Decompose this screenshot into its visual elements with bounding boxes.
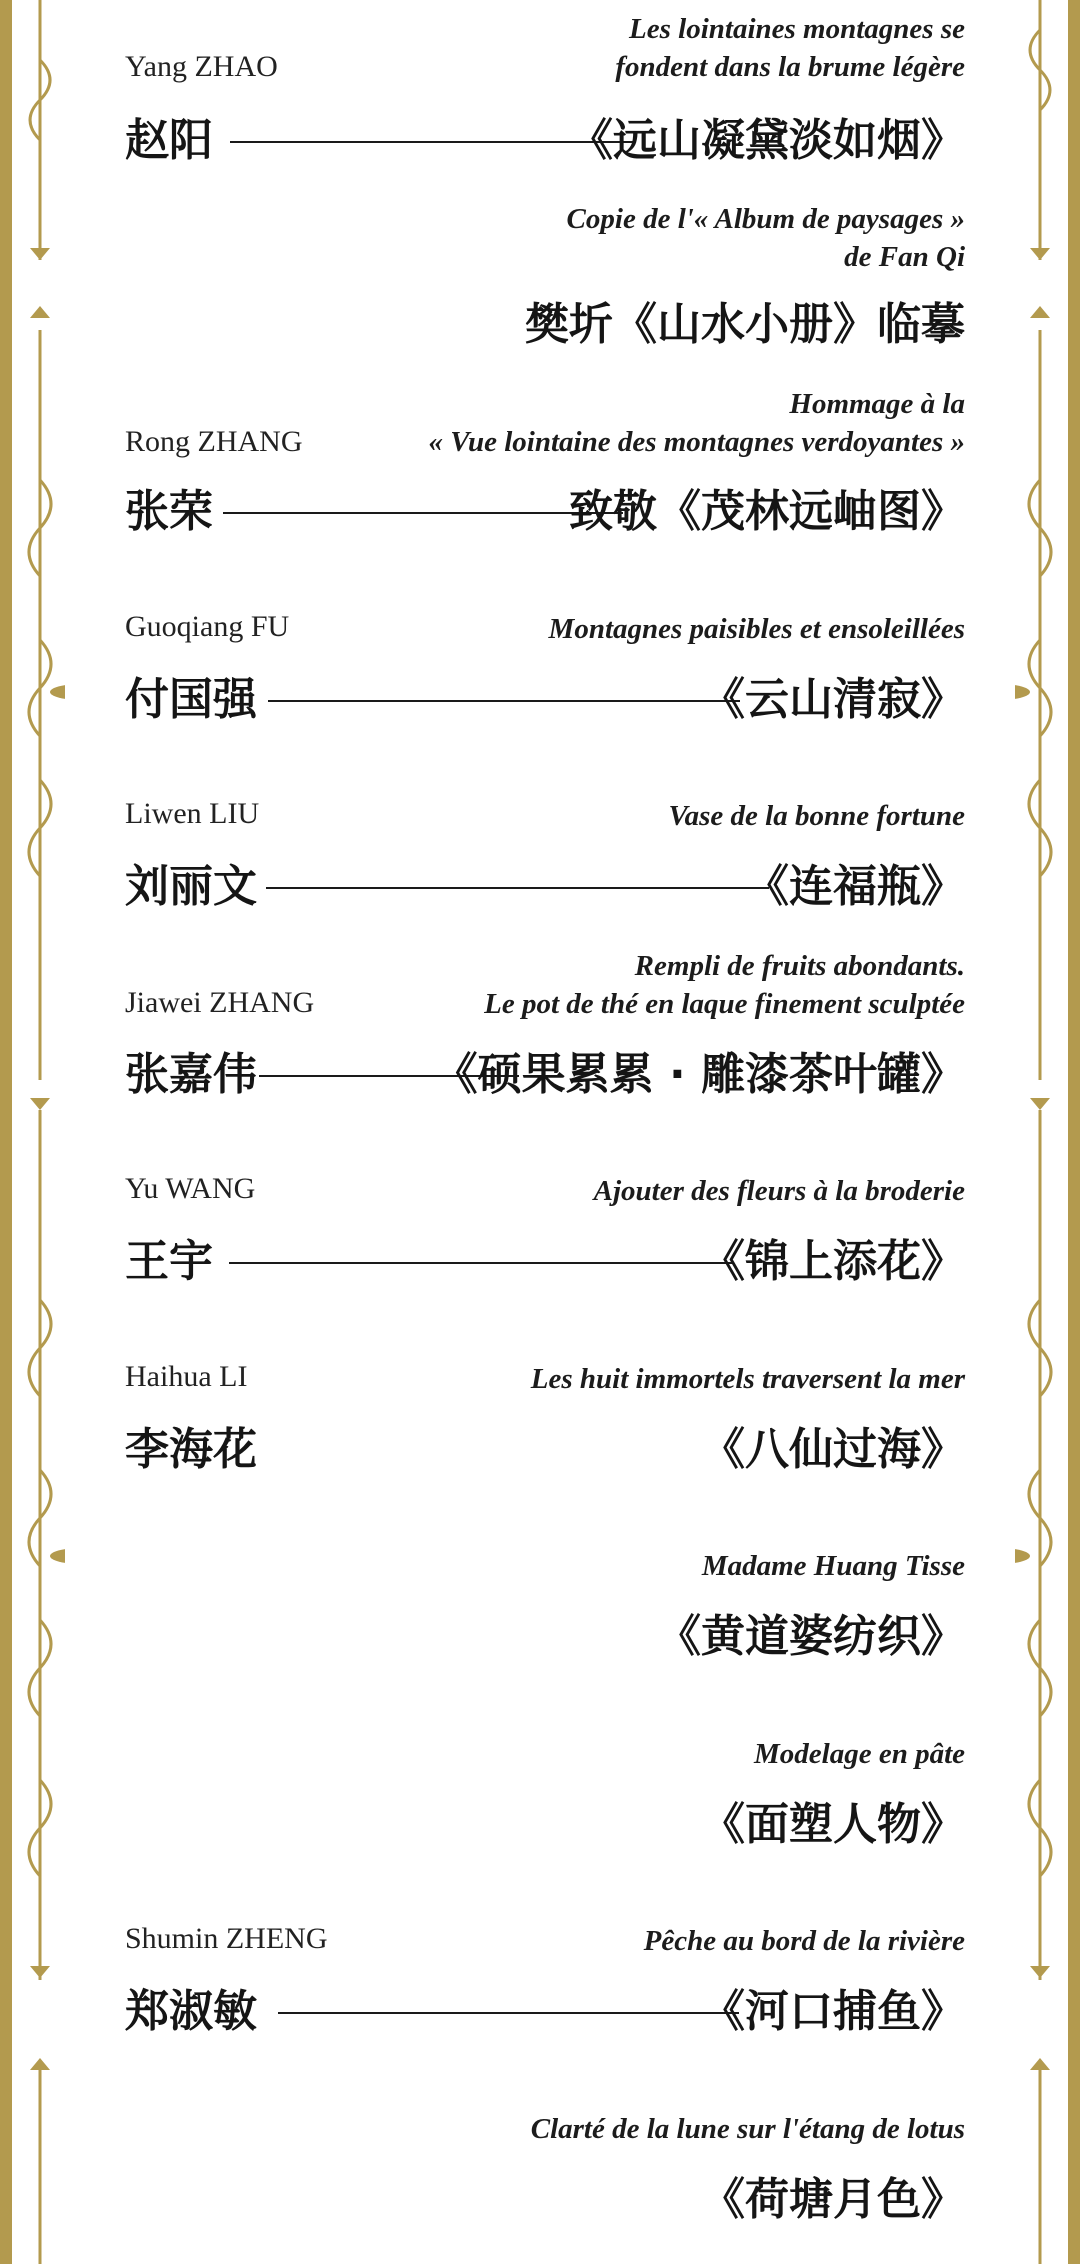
leader-line xyxy=(266,887,769,889)
artwork-title-fr: Vase de la bonne fortune xyxy=(668,800,965,832)
artwork-title-cn: 《远山凝黛淡如烟》 xyxy=(569,115,965,166)
program-entry xyxy=(125,1730,965,1860)
artwork-title-fr: Copie de l'« Album de paysages » de Fan Qi xyxy=(566,203,965,273)
artwork-title-fr: Modelage en pâte xyxy=(753,1738,965,1770)
artist-name-en: Shumin ZHENG xyxy=(125,1922,328,1955)
program-entry xyxy=(125,0,965,180)
program-entry xyxy=(125,190,965,360)
artwork-title-fr: Ajouter des fleurs à la broderie xyxy=(593,1175,965,1207)
artist-name-cn: 张嘉伟 xyxy=(125,1049,257,1100)
leader-line xyxy=(223,512,623,514)
artist-name-cn: 王宇 xyxy=(125,1236,213,1287)
artwork-title-fr: Montagnes paisibles et ensoleillées xyxy=(548,613,965,645)
artist-name-cn: 付国强 xyxy=(125,674,257,725)
artist-name-en: Yang ZHAO xyxy=(125,50,278,83)
artwork-title-fr: Pêche au bord de la rivière xyxy=(643,1925,965,1957)
program-entry xyxy=(125,375,965,555)
artwork-title-cn: 《锦上添花》 xyxy=(701,1236,965,1287)
program-entry xyxy=(125,940,965,1120)
artwork-title-cn: 《硕果累累 · 雕漆茶叶罐》 xyxy=(433,1049,965,1100)
artwork-title-fr: Les huit immortels traversent la mer xyxy=(530,1363,965,1395)
program-entry xyxy=(125,1167,965,1297)
artist-name-en: Rong ZHANG xyxy=(125,425,303,458)
artwork-title-cn: 《河口捕鱼》 xyxy=(701,1986,965,2037)
artist-name-en: Jiawei ZHANG xyxy=(125,986,315,1019)
artist-name-en: Yu WANG xyxy=(125,1172,256,1205)
artwork-title-cn: 《云山清寂》 xyxy=(701,674,965,725)
artist-name-cn: 郑淑敏 xyxy=(125,1986,257,2037)
artwork-title-fr: Hommage à la « Vue lointaine des montagnes verdoyantes » xyxy=(428,388,965,458)
artist-name-cn: 李海花 xyxy=(125,1424,257,1475)
program-entry xyxy=(125,1542,965,1672)
artist-name-en: Liwen LIU xyxy=(125,797,260,830)
artwork-title-fr: Clarté de la lune sur l'étang de lotus xyxy=(530,2113,965,2145)
artist-name-cn: 张荣 xyxy=(125,486,213,537)
leader-line xyxy=(278,2012,739,2014)
leader-line xyxy=(268,700,740,702)
leader-line xyxy=(229,1262,734,1264)
program-entry xyxy=(125,792,965,922)
artist-name-cn: 刘丽文 xyxy=(125,861,257,912)
artwork-title-cn: 《连福瓶》 xyxy=(745,861,965,912)
artwork-title-cn: 《黄道婆纺织》 xyxy=(657,1611,965,1662)
artwork-title-cn: 《八仙过海》 xyxy=(701,1424,965,1475)
artwork-title-cn: 樊圻《山水小册》临摹 xyxy=(525,299,965,350)
artist-name-cn: 赵阳 xyxy=(125,115,213,166)
program-entry xyxy=(125,1917,965,2047)
artist-name-en: Haihua LI xyxy=(125,1360,248,1393)
left-ornamental-border xyxy=(0,0,65,2264)
right-ornamental-border xyxy=(1015,0,1080,2264)
artwork-title-fr: Rempli de fruits abondants. Le pot de thé en laque finement sculptée xyxy=(484,950,965,1020)
artwork-title-fr: Les lointaines montagnes se fondent dans la brume légère xyxy=(615,13,965,83)
program-entry xyxy=(125,1355,965,1485)
artwork-title-cn: 《荷塘月色》 xyxy=(701,2174,965,2225)
artist-name-en: Guoqiang FU xyxy=(125,610,290,643)
program-entry xyxy=(125,2105,965,2235)
artwork-title-cn: 《面塑人物》 xyxy=(701,1799,965,1850)
artwork-title-fr: Madame Huang Tisse xyxy=(701,1550,965,1582)
program-entry xyxy=(125,605,965,735)
artwork-title-cn: 致敬《茂林远岫图》 xyxy=(569,486,965,537)
